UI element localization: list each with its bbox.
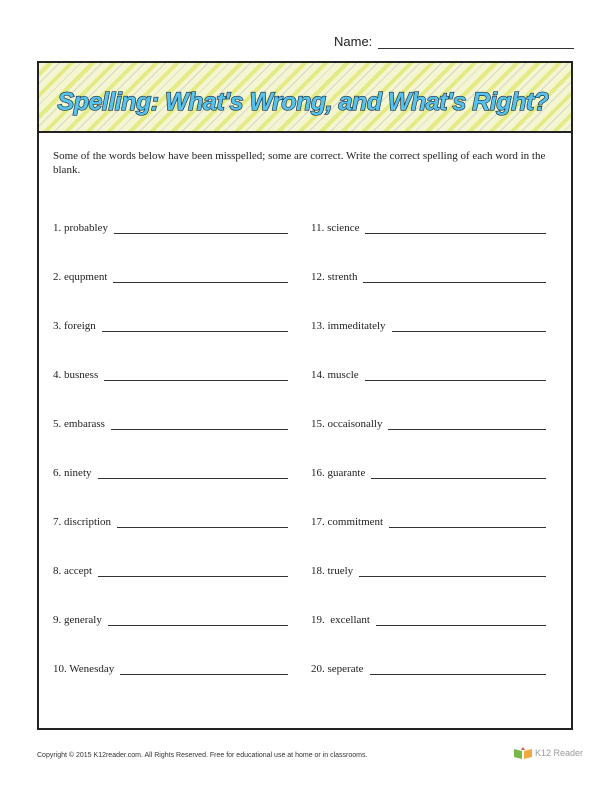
answer-blank[interactable]	[102, 321, 288, 332]
list-item	[53, 416, 288, 430]
answer-blank[interactable]	[392, 321, 546, 332]
list-item	[311, 367, 546, 381]
name-label: Name:	[334, 34, 373, 49]
item-word: 3. foreign	[53, 320, 96, 332]
list-item	[311, 563, 546, 577]
answer-blank[interactable]	[363, 272, 546, 283]
answer-blank[interactable]	[117, 517, 288, 528]
list-item	[53, 318, 288, 332]
item-word: 15. occaisonally	[311, 418, 383, 430]
k12reader-logo	[513, 746, 583, 760]
answer-blank[interactable]	[365, 370, 546, 381]
list-item	[53, 563, 288, 577]
list-item	[53, 269, 288, 283]
item-word: 20. seperate	[311, 663, 364, 675]
title-banner-art	[39, 63, 571, 131]
title-banner	[39, 63, 571, 133]
item-word: 2. equpment	[53, 271, 108, 283]
list-item	[311, 612, 546, 626]
item-word: 1. probabley	[53, 222, 108, 234]
instructions-text: Some of the words below have been misspelled; some are correct. Write the correct spelling of each word in the blank.	[53, 150, 546, 176]
item-word: 16. guarante	[311, 467, 366, 479]
answer-blank[interactable]	[359, 566, 546, 577]
list-item	[53, 465, 288, 479]
item-word: 11. science	[311, 222, 360, 234]
answer-blank[interactable]	[120, 664, 288, 675]
item-word: 12. strenth	[311, 271, 358, 283]
list-item	[311, 661, 546, 675]
list-item	[53, 220, 288, 234]
book-icon	[513, 746, 533, 760]
item-word: 9. generaly	[53, 614, 102, 626]
answer-blank[interactable]	[371, 468, 546, 479]
worksheet-title: Spelling: What's Wrong, and What's Right?	[57, 88, 549, 116]
item-word: 18. truely	[311, 565, 354, 577]
answer-blank[interactable]	[104, 370, 288, 381]
logo-text: K12 Reader	[535, 748, 584, 758]
item-word: 17. commitment	[311, 516, 384, 528]
answer-blank[interactable]	[111, 419, 288, 430]
item-word: 6. ninety	[53, 467, 92, 479]
item-word: 10. Wenesday	[53, 663, 115, 675]
answer-blank[interactable]	[108, 615, 288, 626]
answer-blank[interactable]	[98, 566, 288, 577]
list-item	[53, 367, 288, 381]
list-item	[53, 612, 288, 626]
list-item	[311, 269, 546, 283]
list-item	[311, 416, 546, 430]
list-item	[53, 514, 288, 528]
answer-blank[interactable]	[389, 517, 546, 528]
answer-blank[interactable]	[370, 664, 546, 675]
answer-blank[interactable]	[365, 223, 546, 234]
name-field-row	[334, 34, 574, 49]
item-word: 19. excellant	[311, 614, 370, 626]
list-item	[311, 514, 546, 528]
list-item	[311, 220, 546, 234]
answer-blank[interactable]	[98, 468, 289, 479]
list-item	[311, 318, 546, 332]
item-word: 4. busness	[53, 369, 99, 381]
item-word: 8. accept	[53, 565, 93, 577]
spelling-items	[53, 220, 553, 680]
list-item	[53, 661, 288, 675]
answer-blank[interactable]	[114, 223, 288, 234]
answer-blank[interactable]	[113, 272, 288, 283]
copyright-footer: Copyright © 2015 K12reader.com. All Rights Reserved. Free for educational use at home or in classrooms.	[37, 752, 368, 759]
item-word: 14. muscle	[311, 369, 359, 381]
item-word: 5. embarass	[53, 418, 105, 430]
list-item	[311, 465, 546, 479]
answer-blank[interactable]	[376, 615, 546, 626]
item-word: 13. immeditately	[311, 320, 386, 332]
answer-blank[interactable]	[388, 419, 546, 430]
name-blank-line[interactable]	[378, 35, 574, 49]
item-word: 7. discription	[53, 516, 112, 528]
